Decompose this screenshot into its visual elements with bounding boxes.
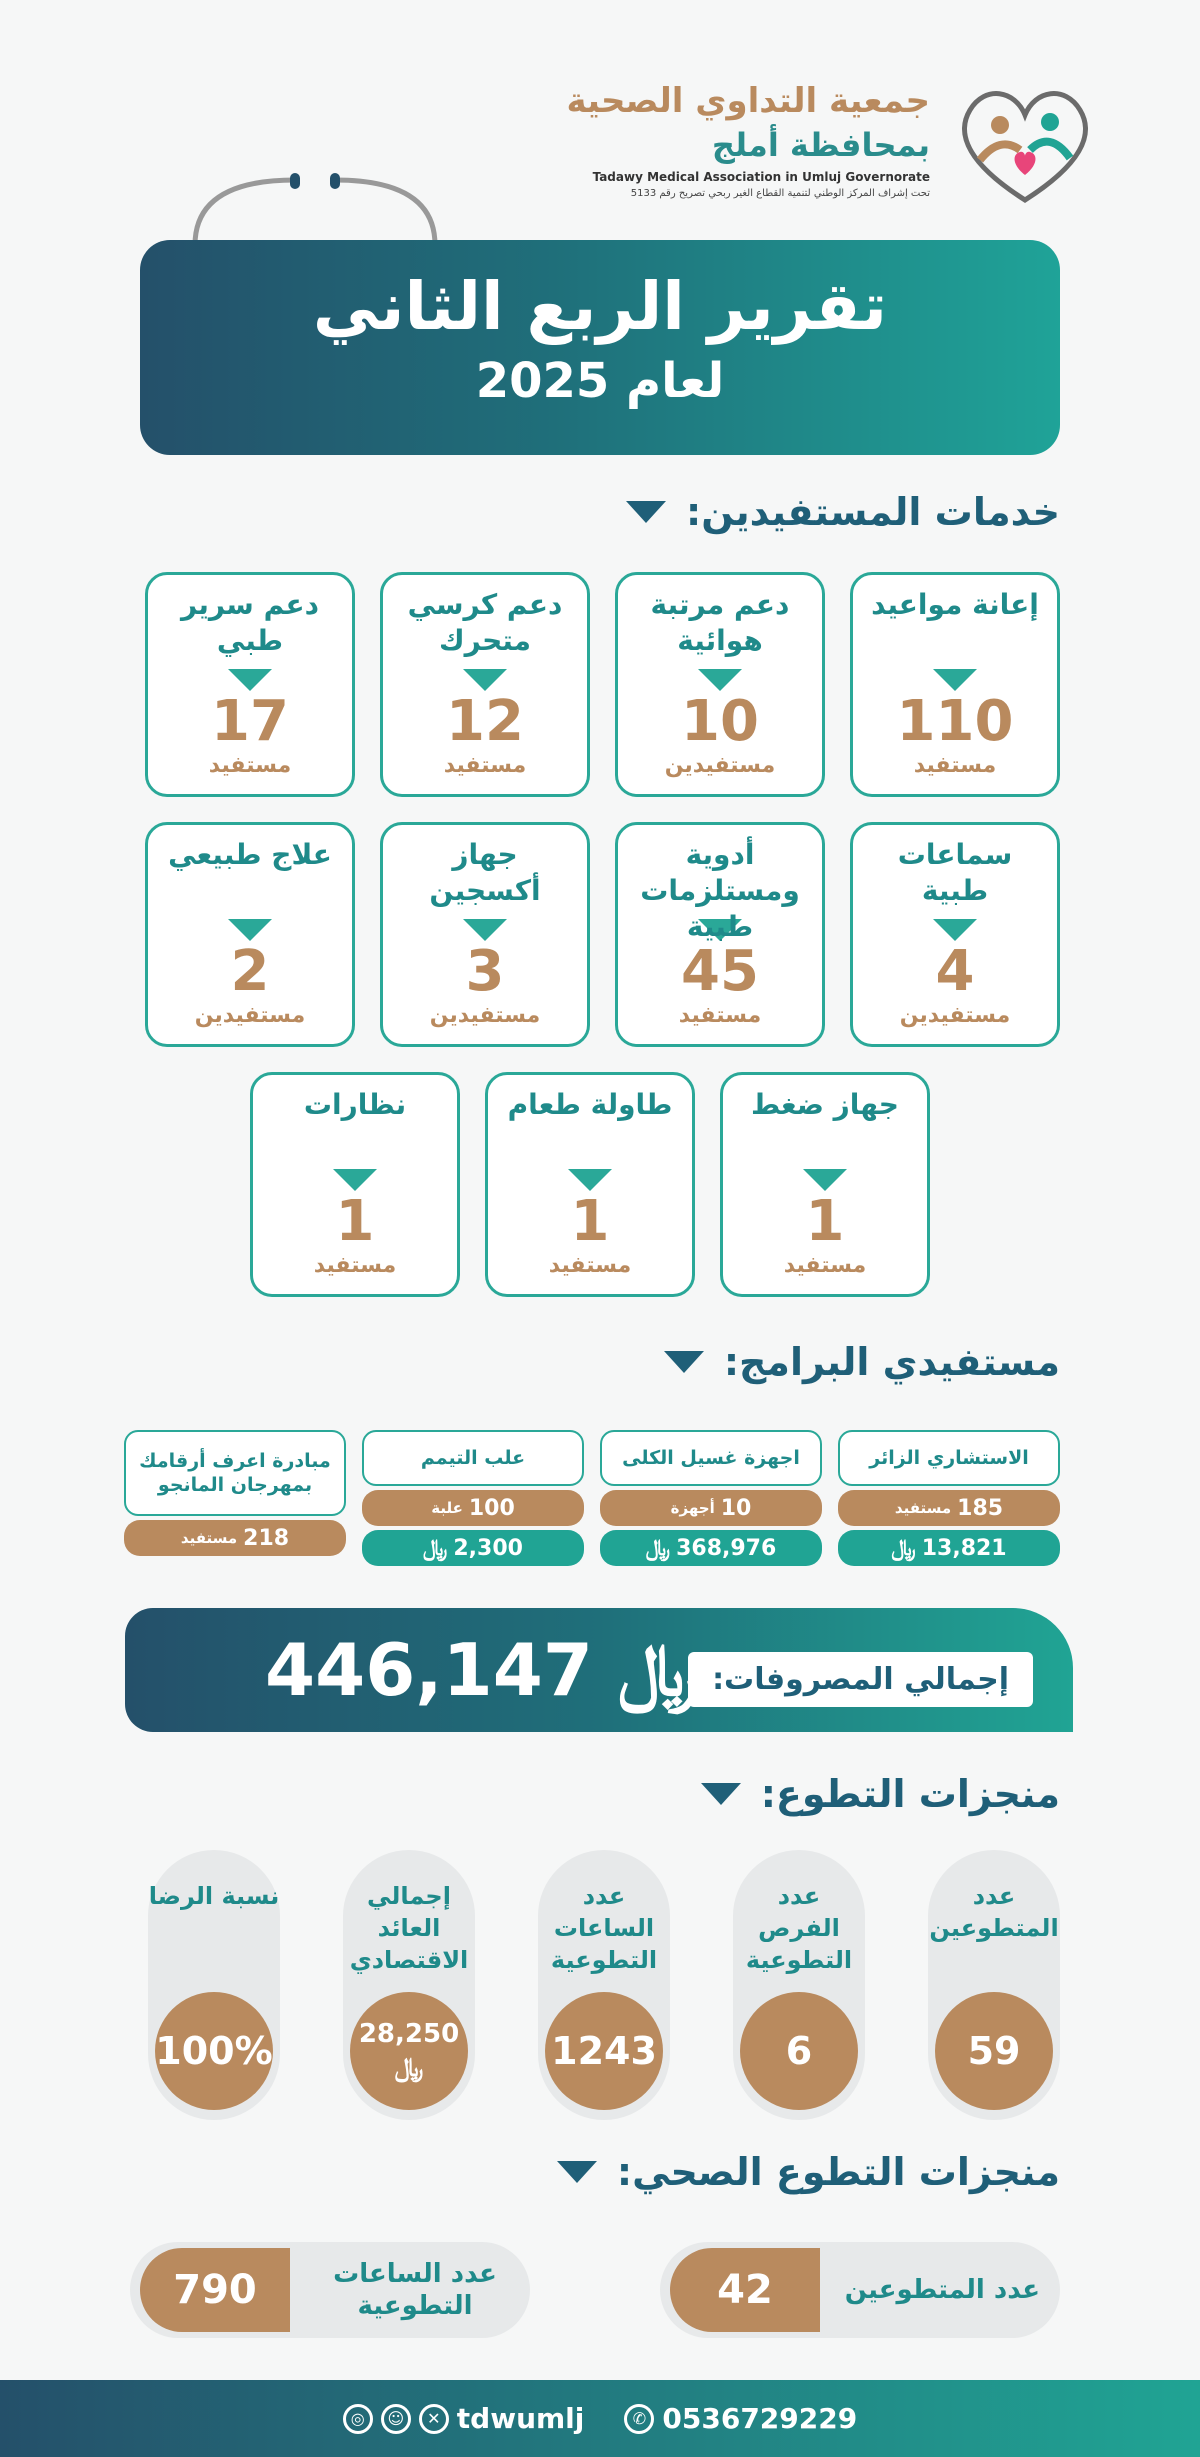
volunteer-heading (701, 1772, 1060, 1816)
arrow-down-icon (557, 2161, 597, 2183)
health-hours-label: عدد الساعات التطوعية (333, 2259, 497, 2321)
service-value: 3 (465, 939, 505, 1004)
programs-heading-text: مستفيدي البرامج: (723, 1340, 1060, 1384)
service-label: جهاز أكسجين (429, 838, 541, 907)
volunteer-stat-circle (545, 1992, 663, 2110)
program-amount (838, 1530, 1060, 1566)
program-amount-value: 368,976 (676, 1535, 777, 1561)
service-label: طاولة طعام (507, 1088, 673, 1121)
snapchat-icon: ☺ (381, 2404, 411, 2434)
service-value: 110 (896, 689, 1014, 754)
program-name: علب التيمم (362, 1430, 584, 1486)
program-amount-value: 2,300 (453, 1535, 523, 1561)
service-value: 10 (681, 689, 759, 754)
service-unit: مستفيدين (429, 1003, 541, 1028)
service-unit: مستفيدين (194, 1003, 306, 1028)
program-count-unit: مستفيد (180, 1529, 238, 1547)
total-expenses-banner (125, 1608, 1073, 1732)
report-banner (140, 240, 1060, 455)
services-heading-text: خدمات المستفيدين: (686, 490, 1060, 534)
x-icon: ✕ (419, 2404, 449, 2434)
service-value: 17 (211, 689, 289, 754)
volunteer-stat (928, 1850, 1060, 2120)
service-value: 2 (230, 939, 270, 1004)
handle-text: tdwumlj (456, 2402, 585, 2435)
program-count-value: 185 (957, 1495, 1004, 1521)
currency-icon: ﷼ (394, 2053, 424, 2083)
programs-heading (664, 1340, 1060, 1384)
arrow-down-icon (933, 669, 977, 691)
total-value: 446,147 (265, 1628, 593, 1712)
service-unit: مستفيد (548, 1253, 632, 1278)
service-card (145, 822, 355, 1047)
service-card (850, 822, 1060, 1047)
program-count-unit: علبة (431, 1499, 463, 1517)
program-name: اجهزة غسيل الكلى (600, 1430, 822, 1486)
service-card (380, 572, 590, 797)
service-card (485, 1072, 695, 1297)
service-value: 1 (335, 1189, 375, 1254)
instagram-icon: ◎ (343, 2404, 373, 2434)
service-label: دعم مرتبة هوائية (650, 588, 790, 657)
service-card (615, 822, 825, 1047)
volunteer-stat-label: عدد المتطوعين (929, 1882, 1059, 1942)
program-count (600, 1490, 822, 1526)
service-card (380, 822, 590, 1047)
service-unit: مستفيد (783, 1253, 867, 1278)
phone-contact[interactable] (624, 2402, 857, 2435)
arrow-down-icon (701, 1783, 741, 1805)
service-card (250, 1072, 460, 1297)
arrow-down-icon (626, 501, 666, 523)
whatsapp-icon: ✆ (624, 2404, 654, 2434)
license-text: تحت إشراف المركز الوطني لتنمية القطاع الغير ربحي تصريح رقم 5133 (630, 188, 930, 199)
arrow-down-icon (228, 669, 272, 691)
volunteer-stat (343, 1850, 475, 2120)
program-card (124, 1430, 346, 1556)
health-hours-count (130, 2242, 530, 2338)
volunteer-stat (148, 1850, 280, 2120)
arrow-down-icon (664, 1351, 704, 1373)
volunteer-stat-label: عدد الساعات التطوعية (550, 1882, 658, 1974)
service-value: 1 (805, 1189, 845, 1254)
currency-icon: ﷼ (423, 1535, 448, 1561)
program-amount (600, 1530, 822, 1566)
service-label: دعم سرير طبي (180, 588, 320, 657)
phone-text: 0536729229 (662, 2402, 858, 2435)
volunteer-stat-value: 6 (785, 2029, 813, 2073)
currency-icon: ﷼ (645, 1535, 671, 1561)
service-label: أدوية ومستلزمات طبية (640, 838, 800, 943)
total-expenses-amount (265, 1628, 698, 1714)
service-unit: مستفيد (313, 1253, 397, 1278)
stethoscope-icon (185, 165, 445, 245)
volunteer-stat-value: 1243 (551, 2029, 657, 2073)
volunteer-stat (733, 1850, 865, 2120)
service-label: علاج طبيعي (168, 838, 332, 871)
program-count-value: 10 (720, 1495, 752, 1521)
org-name-line1: جمعية التداوي الصحية (566, 81, 930, 121)
total-expenses-label: إجمالي المصروفات: (688, 1652, 1033, 1707)
service-unit: مستفيدين (899, 1003, 1011, 1028)
org-name-line2: بمحافظة أملج (711, 126, 930, 164)
service-card (615, 572, 825, 797)
volunteer-stat-value: 100% (155, 2029, 273, 2073)
report-title: تقرير الربع الثاني (312, 268, 888, 345)
report-year: لعام 2025 (475, 353, 725, 409)
services-heading (626, 490, 1060, 534)
arrow-down-icon (568, 1169, 612, 1191)
service-value: 45 (681, 939, 759, 1004)
service-label: دعم كرسي متحرك (407, 588, 563, 657)
health-volunteers-value: 42 (670, 2248, 820, 2332)
volunteer-stat-circle (350, 1992, 468, 2110)
org-title (510, 78, 930, 199)
service-value: 4 (935, 939, 975, 1004)
volunteer-stat-circle (740, 1992, 858, 2110)
volunteer-stat-label: نسبة الرضا (148, 1882, 280, 1910)
program-name: مبادرة اعرف أرقامك بمهرجان المانجو (124, 1430, 346, 1516)
service-label: إعانة مواعيد (871, 588, 1039, 621)
service-unit: مستفيد (208, 753, 292, 778)
currency-icon: ﷼ (891, 1535, 916, 1561)
service-label: نظارات (303, 1088, 407, 1121)
program-name: الاستشاري الزائر (838, 1430, 1060, 1486)
arrow-down-icon (933, 919, 977, 941)
volunteer-stat-label: إجمالي العائد الاقتصادي (349, 1882, 469, 1974)
volunteer-stat (538, 1850, 670, 2120)
volunteer-stat-circle (935, 1992, 1053, 2110)
program-count (362, 1490, 584, 1526)
service-unit: مستفيدين (664, 753, 776, 778)
arrow-down-icon (803, 1169, 847, 1191)
service-value: 12 (446, 689, 524, 754)
volunteer-stat-label: عدد الفرص التطوعية (745, 1882, 853, 1974)
service-unit: مستفيد (678, 1003, 762, 1028)
service-label: سماعات طبية (897, 838, 1013, 907)
health-volunteers-label: عدد المتطوعين (844, 2275, 1040, 2305)
social-handle[interactable] (343, 2402, 585, 2435)
volunteer-heading-text: منجزات التطوع: (760, 1772, 1060, 1816)
program-count-value: 100 (468, 1495, 515, 1521)
program-count-unit: أجهزة (670, 1499, 715, 1517)
arrow-down-icon (463, 669, 507, 691)
service-unit: مستفيد (443, 753, 527, 778)
arrow-down-icon (463, 919, 507, 941)
service-card (720, 1072, 930, 1297)
service-card (145, 572, 355, 797)
total-currency: ﷼ (618, 1628, 698, 1712)
service-value: 1 (570, 1189, 610, 1254)
program-count-unit: مستفيد (894, 1499, 952, 1517)
arrow-down-icon (228, 919, 272, 941)
program-count (838, 1490, 1060, 1526)
program-card (838, 1430, 1060, 1566)
service-unit: مستفيد (913, 753, 997, 778)
health-volunteers-count (660, 2242, 1060, 2338)
arrow-down-icon (333, 1169, 377, 1191)
program-amount (362, 1530, 584, 1566)
volunteer-stat-circle (155, 1992, 273, 2110)
program-card (362, 1430, 584, 1566)
arrow-down-icon (698, 669, 742, 691)
org-name-english: Tadawy Medical Association in Umluj Governorate (592, 170, 930, 184)
health-volunteer-heading (557, 2150, 1060, 2194)
volunteer-stat-value: 28,250 (358, 2019, 460, 2049)
program-count-value: 218 (243, 1525, 290, 1551)
health-volunteer-heading-text: منجزات التطوع الصحي: (616, 2150, 1060, 2194)
program-amount-value: 13,821 (921, 1535, 1007, 1561)
volunteer-stat-value: 59 (967, 2029, 1021, 2073)
program-count (124, 1520, 346, 1556)
service-card (850, 572, 1060, 797)
logo-icon (950, 80, 1100, 210)
footer-bar (0, 2380, 1200, 2457)
program-card (600, 1430, 822, 1566)
health-hours-value: 790 (140, 2248, 290, 2332)
service-label: جهاز ضغط (751, 1088, 899, 1121)
